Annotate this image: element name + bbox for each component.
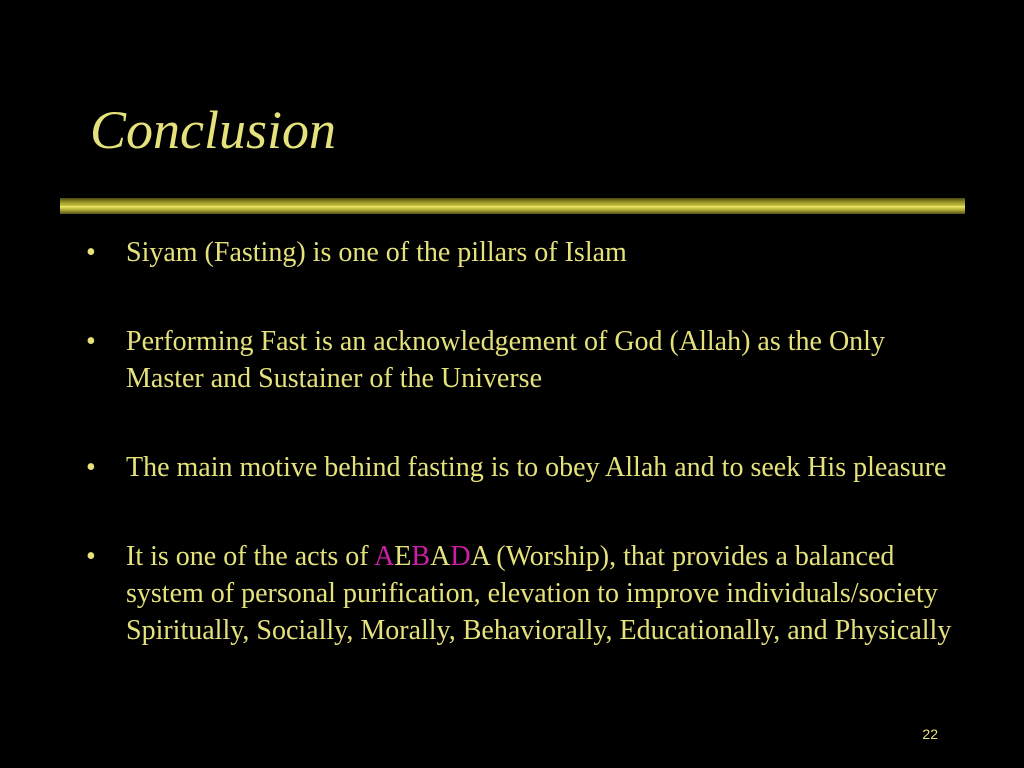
bullet-item-pillars bbox=[82, 234, 952, 271]
acronym-letter: B bbox=[411, 541, 431, 572]
bullet-text: The main motive behind fasting is to obey Allah and to seek His pleasure bbox=[126, 452, 947, 483]
acronym-letter: A bbox=[430, 541, 451, 572]
page-number: 22 bbox=[922, 726, 938, 742]
bullet-dot-icon: • bbox=[86, 452, 96, 483]
acronym-letter: E bbox=[394, 541, 412, 572]
bullet-text-suffix: (Worship), that provides a balanced system of personal purification, elevation to improve individuals/society Spiritually, Socially, Morally, Behaviorally, Educationally, and Physically bbox=[126, 541, 952, 646]
acronym-letter: A bbox=[374, 541, 395, 572]
acronym-letter: A bbox=[470, 541, 490, 572]
bullet-item-worship bbox=[82, 538, 952, 649]
slide-title: Conclusion bbox=[90, 100, 337, 160]
bullet-dot-icon: • bbox=[86, 326, 96, 357]
bullet-text bbox=[126, 541, 951, 646]
bullet-list bbox=[82, 234, 952, 701]
bullet-text: Performing Fast is an acknowledgement of God (Allah) as the Only Master and Sustainer of the Universe bbox=[126, 326, 885, 394]
bullet-dot-icon: • bbox=[86, 541, 96, 572]
bullet-text: Siyam (Fasting) is one of the pillars of Islam bbox=[126, 237, 627, 268]
bullet-dot-icon: • bbox=[86, 237, 96, 268]
bullet-text-prefix: It is one of the acts of bbox=[126, 541, 375, 572]
acronym-letter: D bbox=[450, 541, 471, 572]
title-divider bbox=[60, 198, 965, 214]
bullet-item-acknowledgement bbox=[82, 323, 952, 397]
bullet-item-motive bbox=[82, 449, 952, 486]
